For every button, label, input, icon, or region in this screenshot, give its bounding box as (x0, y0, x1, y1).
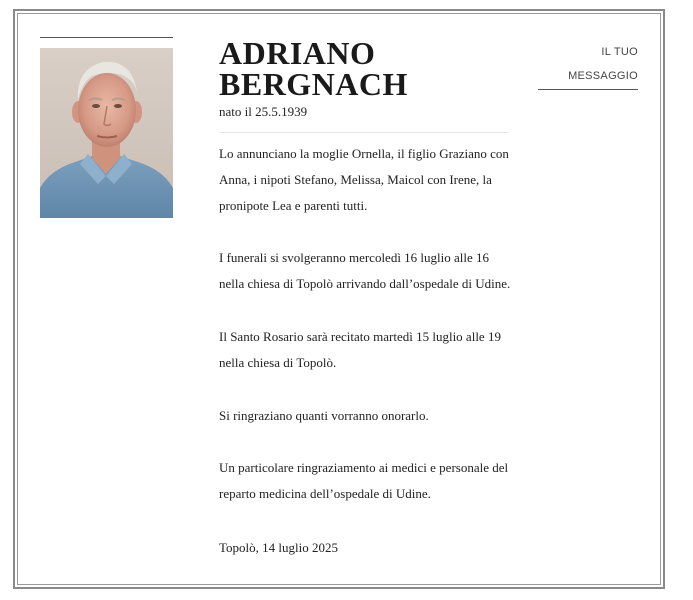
deceased-name (219, 35, 408, 102)
family-announcement (219, 141, 529, 219)
your-message-link-line1: IL TUO (601, 46, 638, 58)
portrait-photo (40, 48, 173, 218)
deceased-first-name: ADRIANO (219, 35, 376, 71)
deceased-last-name: BERGNACH (219, 66, 408, 102)
funeral-info (219, 245, 529, 297)
photo-top-divider (40, 37, 173, 38)
text-line: Un particolare ringraziamento ai medici e personale del (219, 460, 509, 475)
special-thanks (219, 455, 529, 507)
rosary-info (219, 324, 529, 376)
thanks-text: Si ringraziano quanti vorranno onorarlo. (219, 408, 429, 423)
text-line: pronipote Lea e parenti tutti. (219, 198, 368, 213)
your-message-link[interactable] (568, 40, 638, 88)
text-line: nella chiesa di Topolò. (219, 355, 337, 370)
text-line: Anna, i nipoti Stefano, Melissa, Maicol con Irene, la (219, 172, 492, 187)
text-line: Lo annunciano la moglie Ornella, il figlio Graziano con (219, 146, 509, 161)
text-line: nella chiesa di Topolò arrivando dall’ospedale di Udine. (219, 276, 511, 291)
text-line: reparto medicina dell’ospedale di Udine. (219, 486, 431, 501)
name-divider (219, 132, 509, 133)
birth-date: nato il 25.5.1939 (219, 104, 308, 119)
message-link-underline (538, 89, 638, 90)
text-line: Il Santo Rosario sarà recitato martedì 15 luglio alle 19 (219, 329, 501, 344)
your-message-link-line2: MESSAGGIO (568, 70, 638, 82)
place-and-date: Topolò, 14 luglio 2025 (219, 540, 338, 555)
text-line: I funerali si svolgeranno mercoledì 16 luglio alle 16 (219, 250, 490, 265)
